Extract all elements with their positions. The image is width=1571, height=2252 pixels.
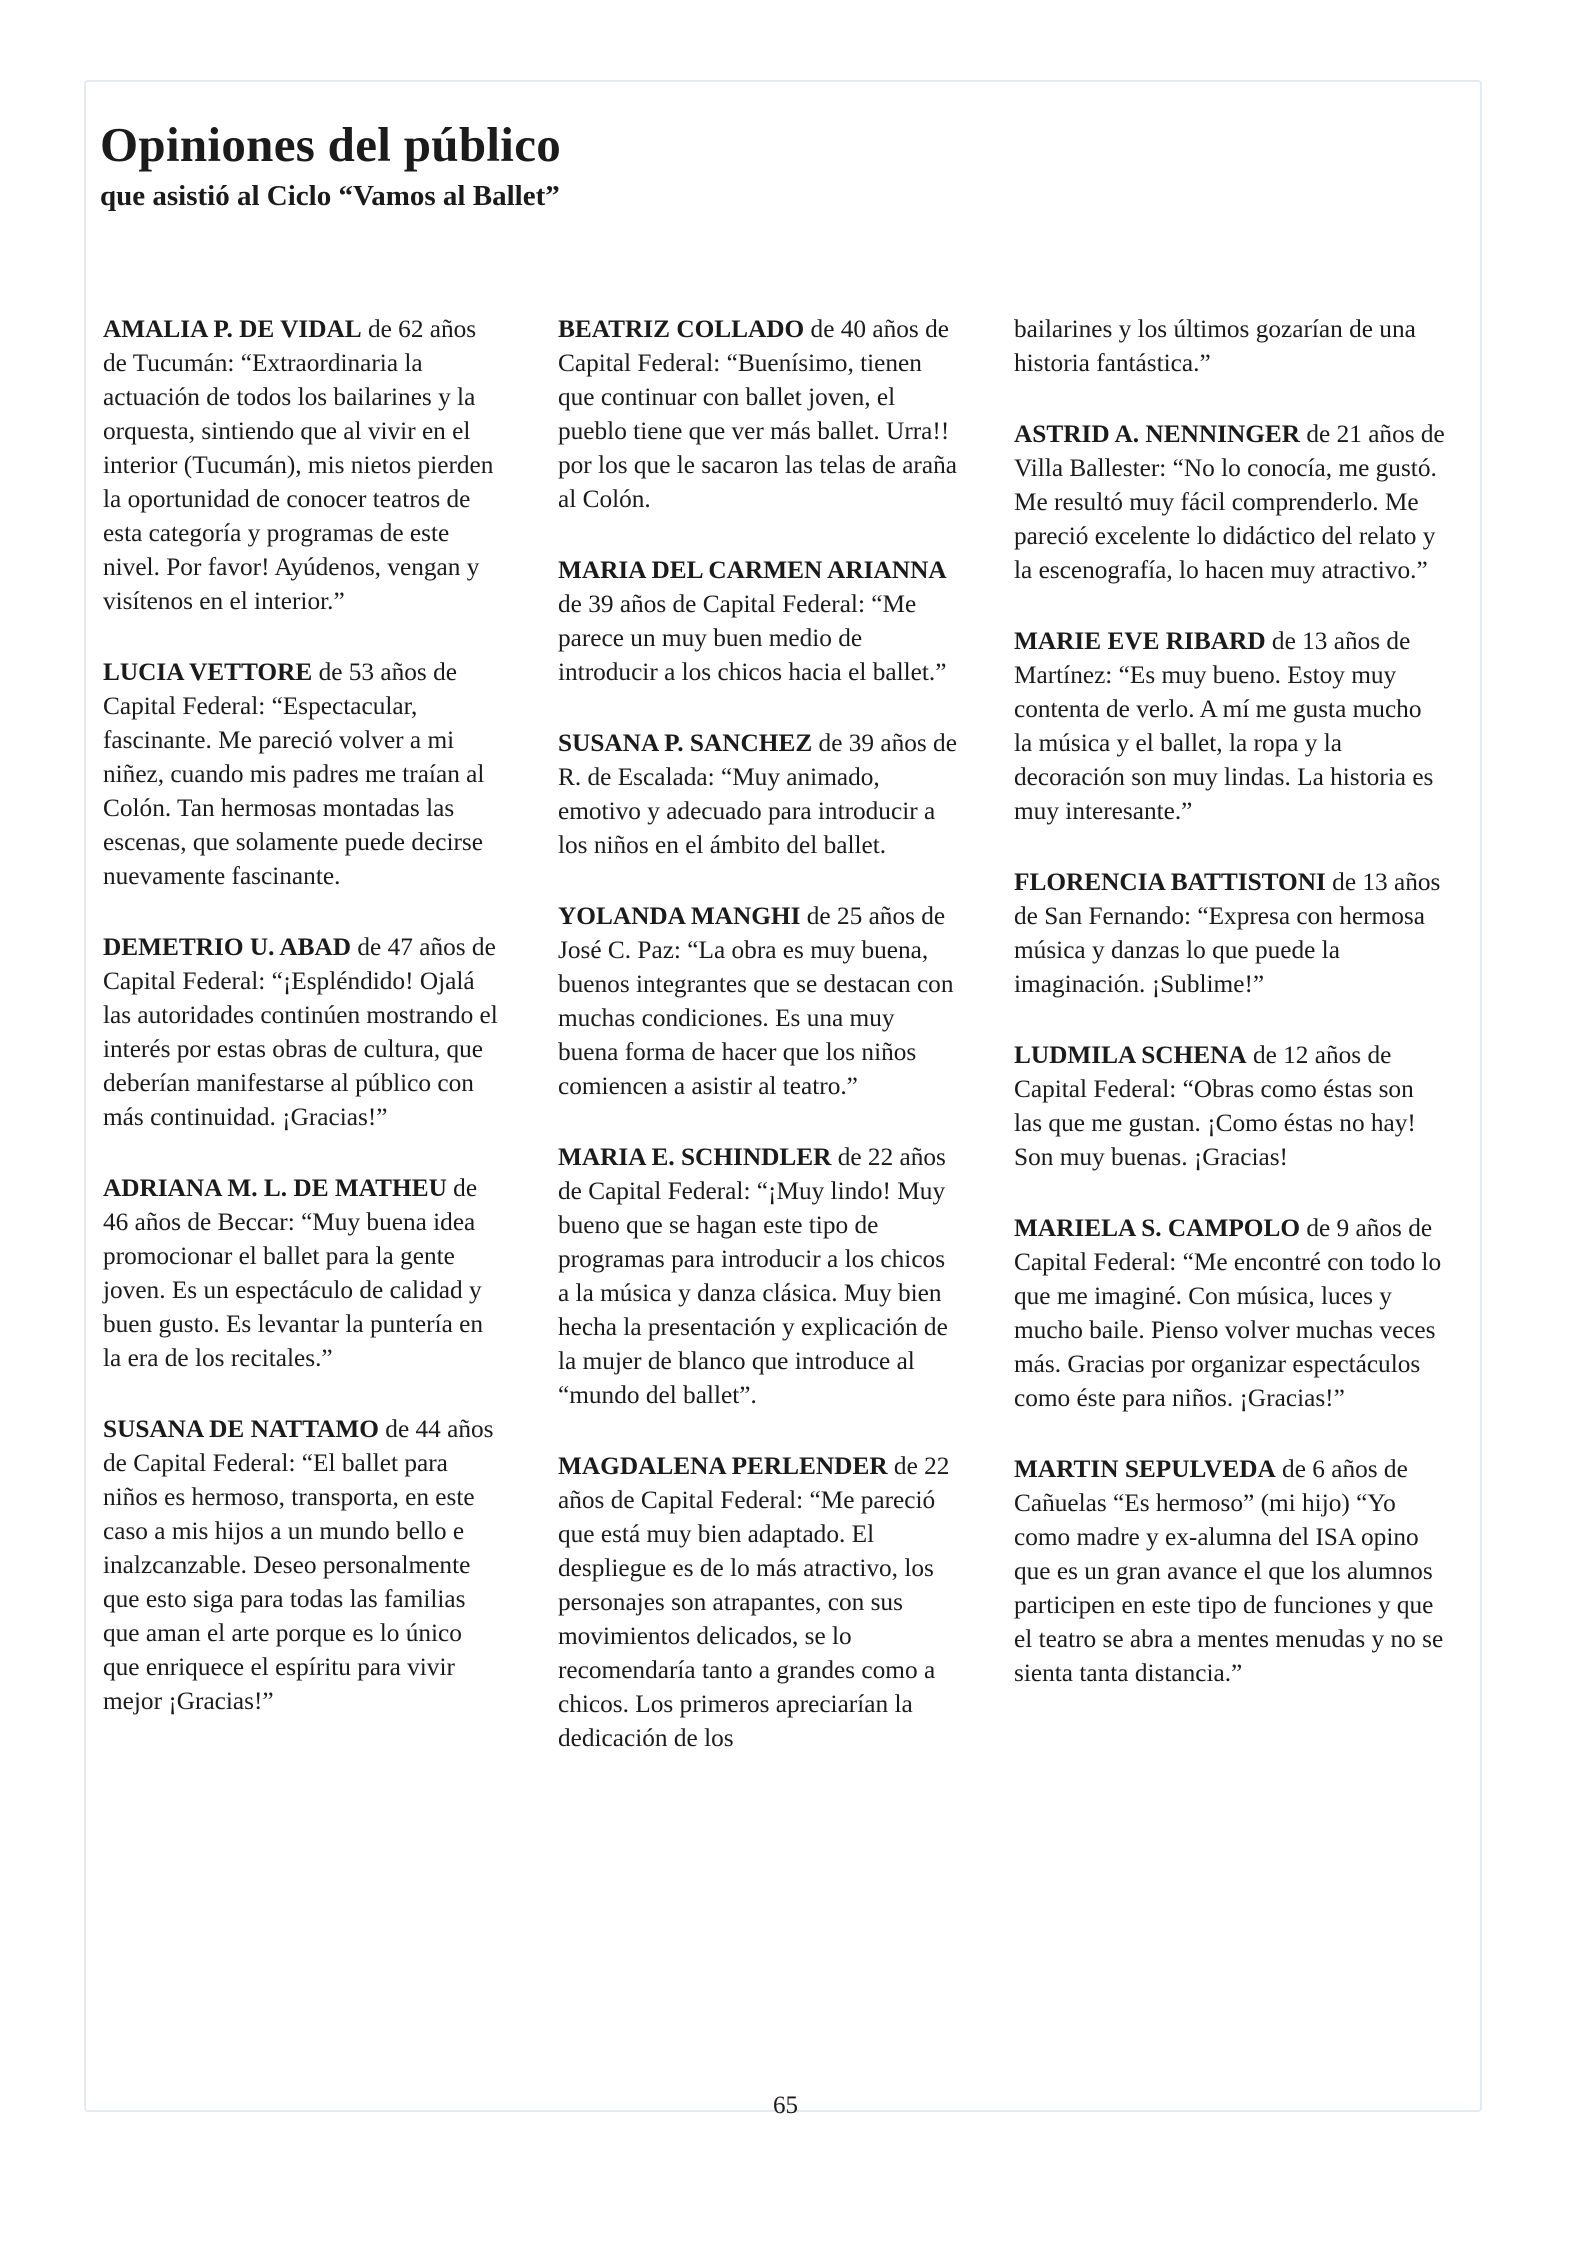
opinion-text: de 46 años de Beccar: “Muy buena idea promocionar el ballet para la gente joven. Es un espectáculo de calidad y buen gusto. Es levantar la puntería en la era de los recitales.” (103, 1174, 484, 1372)
opinion-entry (1014, 1452, 1446, 1690)
opinion-text: de 47 años de Capital Federal: “¡Espléndido! Ojalá las autoridades continúen mostrando el interés por estas obras de cultura, que deberían manifestarse al público con más continuidad. ¡Gracias!” (103, 933, 498, 1131)
person-name: ADRIANA M. L. DE MATHEU (103, 1174, 447, 1202)
opinion-text: de 13 años de Martínez: “Es muy bueno. Estoy muy contenta de verlo. A mí me gusta mucho la música y el ballet, la ropa y la decoración son muy lindas. La historia es muy interesante.” (1014, 627, 1434, 825)
person-name: FLORENCIA BATTISTONI (1014, 868, 1326, 896)
opinion-text: de 9 años de Capital Federal: “Me encontré con todo lo que me imaginé. Con música, luces y mucho baile. Pienso volver muchas veces más. Gracias por organizar espectáculos como éste para niños. ¡Gracias!” (1014, 1214, 1442, 1412)
opinion-entry (103, 312, 503, 618)
opinion-text: de 25 años de José C. Paz: “La obra es muy buena, buenos integrantes que se destacan con muchas condiciones. Es una muy buena forma de hacer que los niños comiencen a asistir al teatro.” (558, 902, 954, 1100)
opinion-entry (1014, 865, 1446, 1001)
opinion-entry (103, 930, 503, 1134)
opinion-text: de 39 años de R. de Escalada: “Muy animado, emotivo y adecuado para introducir a los niños en el ámbito del ballet. (558, 729, 957, 859)
opinion-text: de 12 años de Capital Federal: “Obras como éstas son las que me gustan. ¡Como éstas no hay! Son muy buenas. ¡Gracias! (1014, 1041, 1416, 1171)
text-column-2 (558, 312, 958, 1792)
opinion-entry (103, 1412, 503, 1718)
opinion-entry (1014, 1038, 1446, 1174)
opinion-text: de 39 años de Capital Federal: “Me parece un muy buen medio de introducir a los chicos hacia el ballet.” (558, 590, 947, 686)
person-name: DEMETRIO U. ABAD (103, 933, 352, 961)
opinion-entry (1014, 624, 1446, 828)
opinion-entry (558, 553, 958, 689)
opinion-text: de 6 años de Cañuelas “Es hermoso” (mi hijo) “Yo como madre y ex-alumna del ISA opino que es un gran avance el que los alumnos participen en este tipo de funciones y que el teatro se abra a mentes menudas y no se sienta tanta distancia.” (1014, 1455, 1444, 1687)
person-name: MARIE EVE RIBARD (1014, 627, 1266, 655)
opinion-text: de 53 años de Capital Federal: “Espectacular, fascinante. Me pareció volver a mi niñez, cuando mis padres me traían al Colón. Tan hermosas montadas las escenas, que solamente puede decirse nuevamente fascinante. (103, 658, 485, 890)
opinion-entry (1014, 417, 1446, 587)
opinion-text: de 22 años de Capital Federal: “Me pareció que está muy bien adaptado. El despliegue es de lo más atractivo, los personajes son atrapantes, con sus movimientos delicados, se lo recomendaría tanto a grandes como a chicos. Los primeros apreciarían la dedicación de los (558, 1452, 950, 1752)
opinion-entry (103, 1171, 503, 1375)
opinion-text: de 40 años de Capital Federal: “Buenísimo, tienen que continuar con ballet joven, el pueblo tiene que ver más ballet. Urra!! por los que le sacaron las telas de araña al Colón. (558, 315, 957, 513)
opinion-text: de 22 años de Capital Federal: “¡Muy lindo! Muy bueno que se hagan este tipo de programas para introducir a los chicos a la música y danza clásica. Muy bien hecha la presentación y explicación de la mujer de blanco que introduce al “mundo del ballet”. (558, 1143, 948, 1409)
opinion-entry (558, 1140, 958, 1412)
person-name: BEATRIZ COLLADO (558, 315, 805, 343)
text-column-3 (1014, 312, 1446, 1727)
person-name: MAGDALENA PERLENDER (558, 1452, 888, 1480)
opinion-entry (558, 1449, 958, 1755)
page-header (100, 118, 1400, 216)
text-column-1 (103, 312, 503, 1755)
person-name: AMALIA P. DE VIDAL (103, 315, 362, 343)
person-name: LUDMILA SCHENA (1014, 1041, 1247, 1069)
person-name: MARTIN SEPULVEDA (1014, 1455, 1276, 1483)
person-name: ASTRID A. NENNINGER (1014, 420, 1301, 448)
opinion-continuation: bailarines y los últimos gozarían de una historia fantástica.” (1014, 315, 1416, 377)
person-name: LUCIA VETTORE (103, 658, 313, 686)
person-name: MARIA DEL CARMEN ARIANNA (558, 556, 947, 584)
opinion-text: de 44 años de Capital Federal: “El ballet para niños es hermoso, transporta, en este caso a mis hijos a un mundo bello e inalzcanzable. Deseo personalmente que esto siga para todas las familias que aman el arte porque es lo único que enriquece el espíritu para vivir mejor ¡Gracias!” (103, 1415, 494, 1715)
opinion-text: de 21 años de Villa Ballester: “No lo conocía, me gustó. Me resultó muy fácil comprenderlo. Me pareció excelente lo didáctico del relato y la escenografía, lo hacen muy atractivo.” (1014, 420, 1445, 584)
opinion-entry (103, 655, 503, 893)
opinion-entry (558, 899, 958, 1103)
person-name: MARIA E. SCHINDLER (558, 1143, 832, 1171)
page-subtitle: que asistió al Ciclo “Vamos al Ballet” (100, 179, 560, 212)
page-title: Opiniones del público (100, 117, 562, 172)
page-number: 65 (773, 2092, 798, 2119)
person-name: SUSANA DE NATTAMO (103, 1415, 379, 1443)
opinion-entry (558, 726, 958, 862)
opinion-entry (1014, 1211, 1446, 1415)
opinion-text: de 13 años de San Fernando: “Expresa con hermosa música y danzas lo que puede la imaginación. ¡Sublime!” (1014, 868, 1441, 998)
person-name: YOLANDA MANGHI (558, 902, 801, 930)
opinion-text: de 62 años de Tucumán: “Extraordinaria la actuación de todos los bailarines y la orquesta, sintiendo que al vivir en el interior (Tucumán), mis nietos pierden la oportunidad de conocer teatros de esta categoría y programas de este nivel. Por favor! Ayúdenos, vengan y visítenos en el interior.” (103, 315, 494, 615)
person-name: MARIELA S. CAMPOLO (1014, 1214, 1301, 1242)
opinion-entry (558, 312, 958, 516)
person-name: SUSANA P. SANCHEZ (558, 729, 813, 757)
